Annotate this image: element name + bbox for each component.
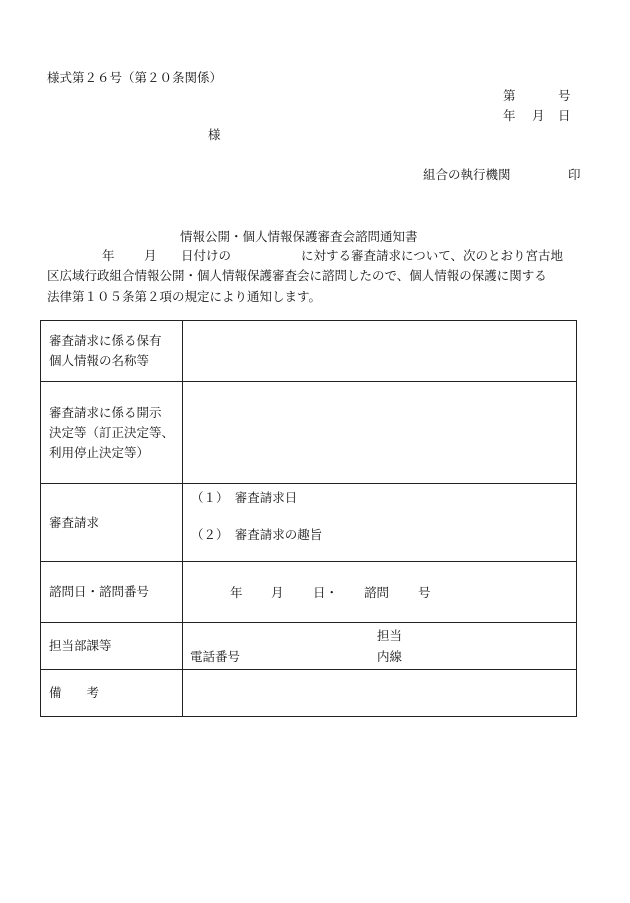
phone-label: 電話番号 <box>190 649 241 664</box>
label-line: 利用停止決定等） <box>49 444 150 460</box>
value-info-name[interactable] <box>183 321 577 382</box>
date-year: 年 <box>503 108 516 123</box>
value-remarks[interactable] <box>183 670 577 717</box>
seal-mark: 印 <box>568 167 581 182</box>
review-request-purpose: （２） 審査請求の趣旨 <box>191 527 323 542</box>
body-line-3: 法律第１０５条第２項の規定により通知します。 <box>47 289 322 304</box>
row-label-info-name <box>41 321 183 382</box>
date-day: 日 <box>558 108 571 123</box>
value-review-request[interactable] <box>183 484 577 562</box>
inquiry-label: 諮問 <box>364 585 390 600</box>
addressee-suffix: 様 <box>208 127 221 142</box>
body-date-suffix: 日付けの <box>181 248 232 263</box>
value-department[interactable] <box>183 623 577 670</box>
extension-label: 内線 <box>377 649 403 664</box>
row-label-disclosure-decision <box>41 382 183 484</box>
date-month: 月 <box>532 108 545 123</box>
organization: 組合の執行機関 <box>423 167 511 182</box>
doc-number-suffix: 号 <box>558 88 571 103</box>
label-line: 審査請求に係る開示 <box>49 404 162 420</box>
table-row <box>41 562 577 623</box>
form-number: 様式第２６号（第２０条関係） <box>47 70 223 85</box>
row-label-review-request: 審査請求 <box>41 484 183 562</box>
person-in-charge-label: 担当 <box>377 628 403 643</box>
value-inquiry-date-number[interactable] <box>183 562 577 623</box>
row-label-remarks: 備 考 <box>41 670 183 717</box>
document-title: 情報公開・個人情報保護審査会諮問通知書 <box>180 229 418 244</box>
row-label-department: 担当部課等 <box>41 623 183 670</box>
table-row <box>41 670 577 717</box>
review-request-date: （１） 審査請求日 <box>191 490 298 505</box>
body-line-1-rest: に対する審査請求について、次のとおり宮古地 <box>301 248 564 263</box>
inquiry-day: 日・ <box>313 585 339 600</box>
body-line-2: 区広域行政組合情報公開・個人情報保護審査会に諮問したので、個人情報の保護に関する <box>47 268 547 283</box>
inquiry-year: 年 <box>230 585 243 600</box>
body-year: 年 <box>102 248 115 263</box>
inquiry-table <box>40 320 577 717</box>
table-row <box>41 321 577 382</box>
value-disclosure-decision[interactable] <box>183 382 577 484</box>
inquiry-number-suffix: 号 <box>418 585 431 600</box>
label-line: 審査請求に係る保有 <box>49 333 162 348</box>
row-label-inquiry-date-number: 諮問日・諮問番号 <box>41 562 183 623</box>
label-line: 個人情報の名称等 <box>49 353 150 368</box>
table-row <box>41 484 577 562</box>
doc-number-prefix: 第 <box>503 88 516 103</box>
table-row <box>41 382 577 484</box>
table-row <box>41 623 577 670</box>
inquiry-month: 月 <box>271 585 284 600</box>
label-line: 決定等（訂正決定等、 <box>49 424 175 440</box>
body-month: 月 <box>144 248 157 263</box>
